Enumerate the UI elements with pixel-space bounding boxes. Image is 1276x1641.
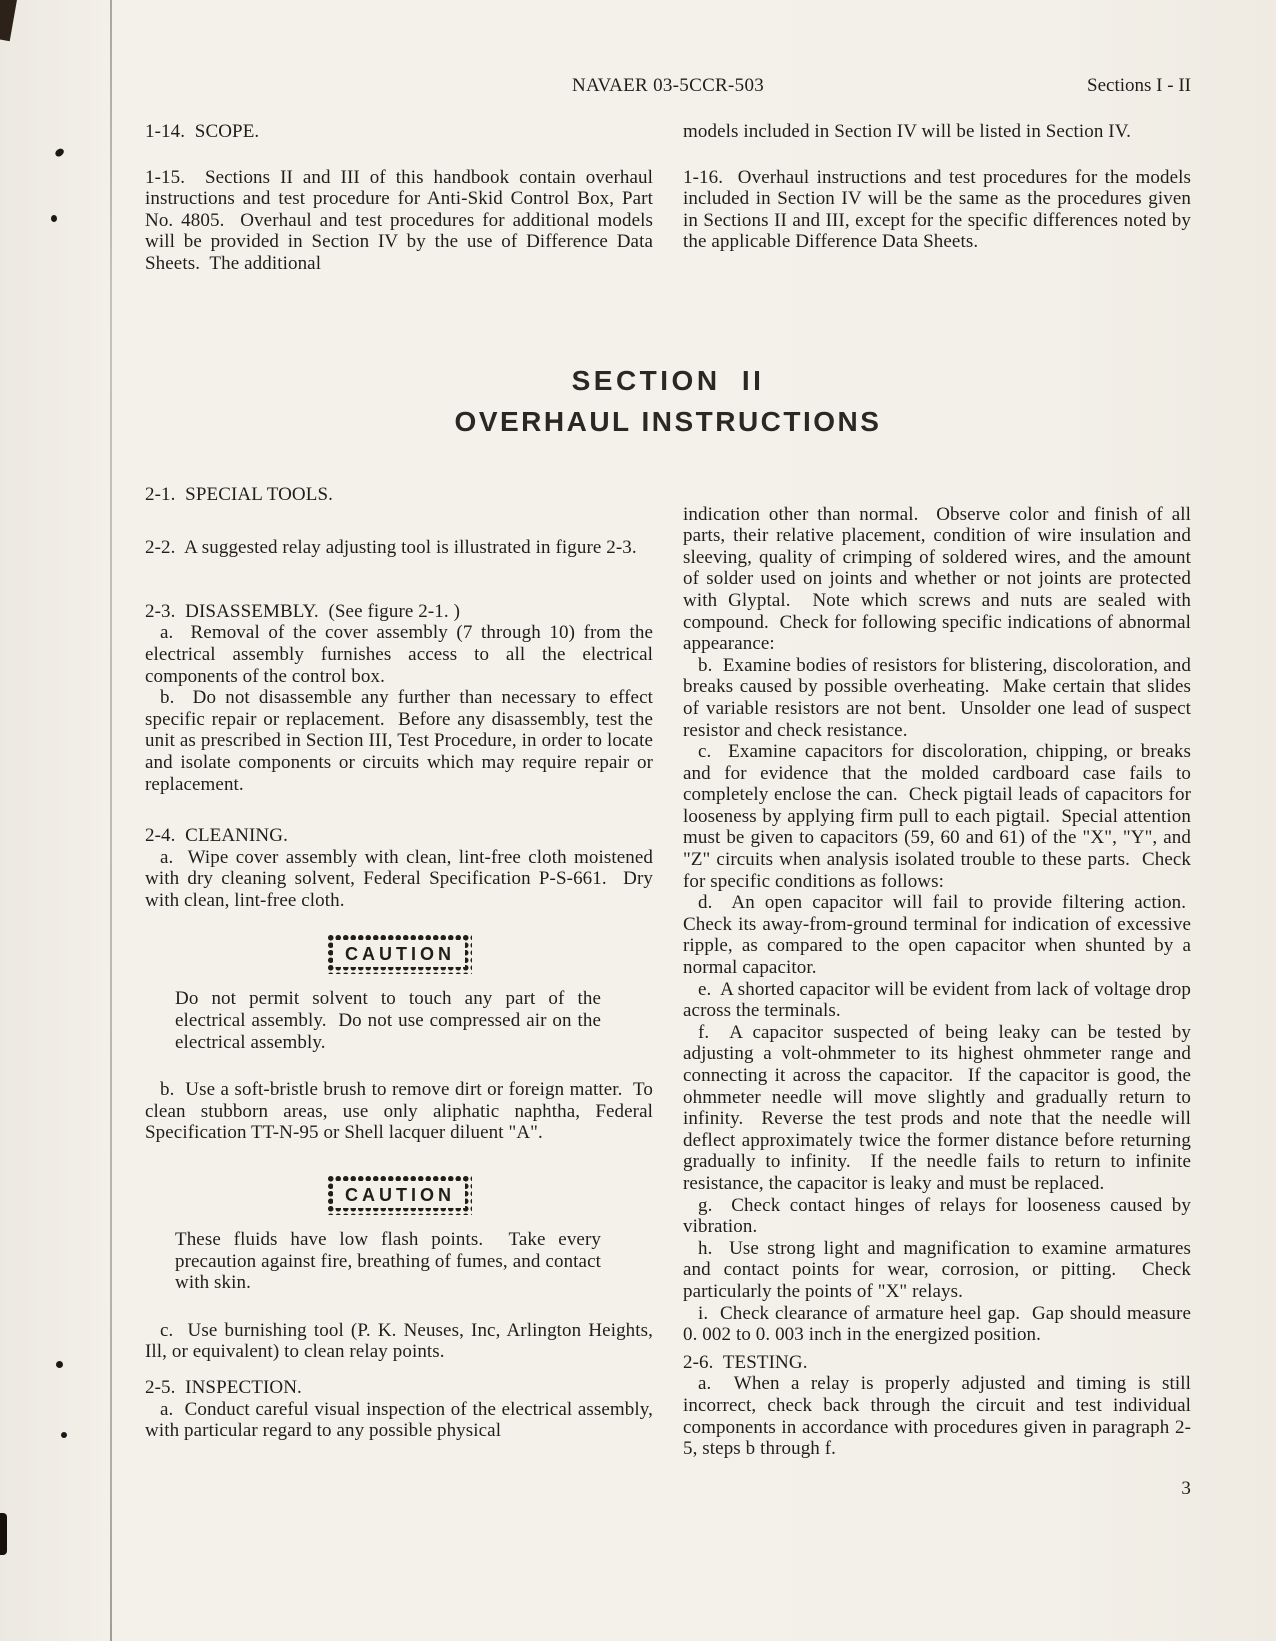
section-title [145, 365, 1191, 438]
main-left-column [145, 484, 653, 1519]
para-2-6-a: a. When a relay is properly adjusted and timing is still incorrect, check back through the circuit and test individual components in accordance with procedures given in paragraph 2-5, steps b through f. [683, 1373, 1191, 1460]
page-number: 3 [1181, 1477, 1191, 1499]
para-2-3-b: b. Do not disassemble any further than necessary to effect specific repair or replacement. Before any disassembly, test the unit as prescribed in Section III, Test Procedure, in order to locate and isolate components or circuits which may require repair or replacement. [145, 687, 653, 795]
intro-left-column [145, 121, 653, 275]
para-2-5-c: c. Examine capacitors for discoloration, chipping, or breaks and for evidence that the molded cardboard case fails to completely enclose the can. Check pigtail leads of capacitors for looseness by applying firm pull to each pigtail. Special attention must be given to capacitors (59, 60 and 61) of the "X", "Y", and "Z" circuits when analysis isolated trouble to these parts. Check for specific conditions as follows: [683, 741, 1191, 892]
para-2-4-a: a. Wipe cover assembly with clean, lint-free cloth moistened with dry cleaning solvent, Federal Specification P-S-661. Dry with clean, lint-free cloth. [145, 846, 653, 911]
intro-section [145, 121, 1191, 275]
para-2-5-f: f. A capacitor suspected of being leaky can be tested by adjusting a volt-ohmmeter to its highest ohmmeter range and connecting it across the capacitor. If the capacitor is good, the ohmmeter needle will move slightly and gradually return to infinity. Reverse the test prods and note that the needle will deflect approximately twice the former distance before returning gradually to infinity. If the needle fails to return to infinite resistance, the capacitor is leaky and must be replaced. [683, 1021, 1191, 1194]
para-1-15: 1-15. Sections II and III of this handbook contain overhaul instructions and test procedure for Anti-Skid Control Box, Part No. 4805. Overhaul and test procedures for additional models will be provided in Section IV by the use of Difference Data Sheets. The additional [145, 166, 653, 274]
page-header [145, 75, 1191, 97]
caution-text-solvent: Do not permit solvent to touch any part of the electrical assembly. Do not use compressed air on the electrical assembly. [175, 988, 601, 1053]
caution-text-fluids: These fluids have low flash points. Take every precaution against fire, breathing of fumes, and contact with skin. [175, 1229, 601, 1294]
para-2-5-b: b. Examine bodies of resistors for blistering, discoloration, and breaks caused by possible overheating. Make certain that slides of variable resistors are not bent. Unsolder one lead of suspect resistor and check resistance. [683, 654, 1191, 741]
caution-box [145, 933, 653, 974]
heading-1-14-scope: 1-14. SCOPE. [145, 121, 260, 142]
intro-right-column [683, 121, 1191, 275]
para-2-3-a: a. Removal of the cover assembly (7 through 10) from the electrical assembly furnishes access to all the electrical components of the control box. [145, 622, 653, 687]
para-2-4-b: b. Use a soft-bristle brush to remove dirt or foreign matter. To clean stubborn areas, use only aliphatic naphtha, Federal Specification TT-N-95 or Shell lacquer diluent "A". [145, 1079, 653, 1144]
para-2-5-a: a. Conduct careful visual inspection of the electrical assembly, with particular regard to any possible physical [145, 1398, 653, 1442]
caution-label: CAUTION [333, 1181, 465, 1208]
heading-2-5-inspection: 2-5. INSPECTION. [145, 1377, 302, 1398]
para-2-5-d: d. An open capacitor will fail to provide filtering action. Check its away-from-ground terminal for indication of excessive ripple, as compared to the open capacitor when shunted by a normal capacitor. [683, 892, 1191, 979]
para-1-16: 1-16. Overhaul instructions and test procedures for the models included in Section IV will be the same as the procedures given in Sections II and III, except for the specific differences noted by the applicable Difference Data Sheets. [683, 166, 1191, 253]
para-1-15-carryover: models included in Section IV will be listed in Section IV. [683, 121, 1131, 142]
para-2-4-c: c. Use burnishing tool (P. K. Neuses, Inc, Arlington Heights, Ill, or equivalent) to clean relay points. [145, 1319, 653, 1363]
main-right-column [683, 504, 1191, 1519]
heading-2-4-cleaning: 2-4. CLEANING. [145, 825, 288, 847]
para-2-5-g: g. Check contact hinges of relays for looseness caused by vibration. [683, 1194, 1191, 1238]
main-body [145, 484, 1191, 1519]
doc-number: NAVAER 03-5CCR-503 [571, 75, 765, 96]
para-2-5-h: h. Use strong light and magnification to examine armatures and contact points for wear, corrosion, or pitting. Check particularly the points of "X" relays. [683, 1237, 1191, 1302]
caution-label: CAUTION [333, 940, 465, 967]
para-2-5-i: i. Check clearance of armature heel gap. Gap should measure 0. 002 to 0. 003 inch in the energized position. [683, 1302, 1191, 1346]
caution-frame [326, 1174, 472, 1215]
heading-2-3-disassembly: 2-3. DISASSEMBLY. (See figure 2-1. ) [145, 600, 461, 622]
caution-frame [326, 933, 472, 974]
heading-2-6-testing: 2-6. TESTING. [683, 1351, 808, 1373]
heading-2-1-special-tools: 2-1. SPECIAL TOOLS. [145, 483, 333, 505]
para-2-2: 2-2. A suggested relay adjusting tool is illustrated in figure 2-3. [145, 537, 637, 559]
section-title-name: OVERHAUL INSTRUCTIONS [454, 405, 882, 437]
caution-box [145, 1174, 653, 1215]
para-2-5-a-continued: indication other than normal. Observe color and finish of all parts, their relative placement, condition of wire insulation and sleeving, quality of crimping of soldered wires, and the amount of solder used on joints and whether or not joints are protected with Glyptal. Note which screws and nuts are sealed with compound. Check for following specific indications of abnormal appearance: [683, 503, 1191, 655]
sections-label: Sections I - II [1087, 75, 1191, 96]
para-2-5-e: e. A shorted capacitor will be evident from lack of voltage drop across the terminals. [683, 978, 1191, 1022]
section-title-number: SECTION II [571, 364, 765, 396]
